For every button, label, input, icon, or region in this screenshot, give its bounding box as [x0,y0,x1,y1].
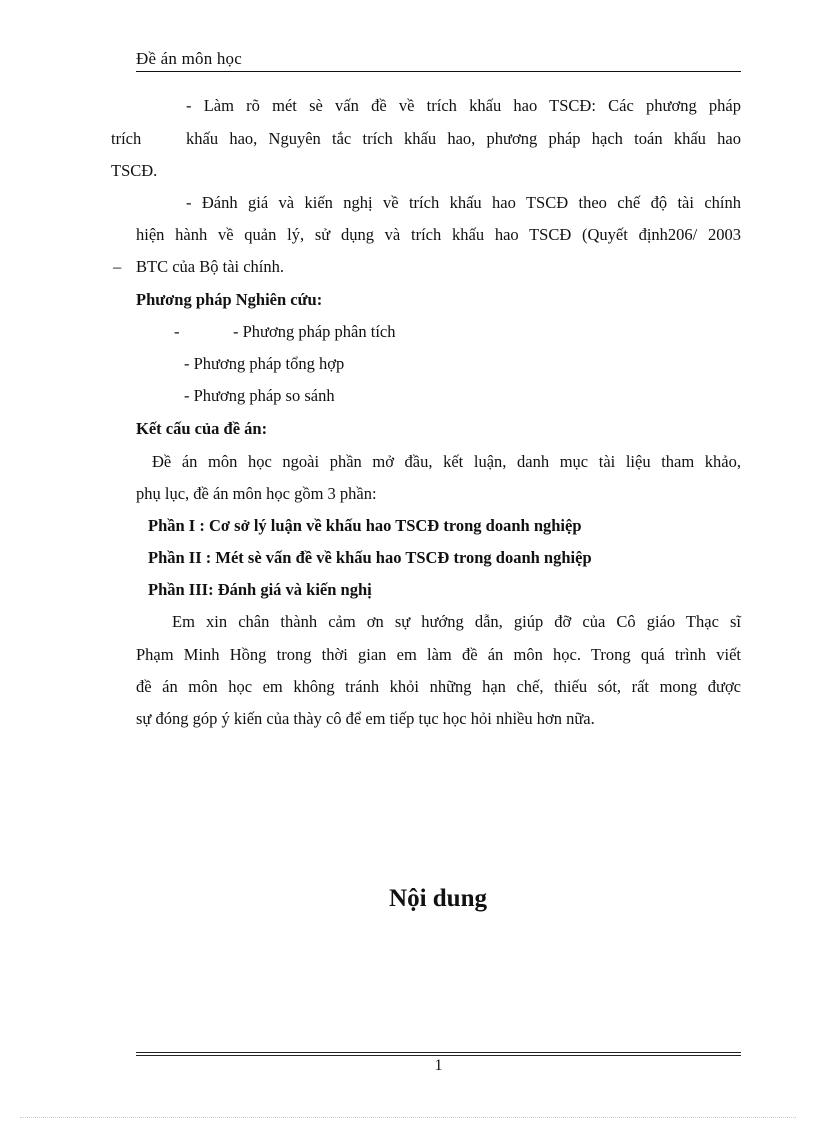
paragraph-line: phụ lục, đề án môn học gồm 3 phần: [136,484,377,503]
structure-heading: Kết cấu của đề án: [136,419,268,438]
part-heading-2: Phần II : Mét sè vấn đề về khấu hao TSCĐ trong doanh nghiệp [148,548,592,567]
list-bullet: - [174,322,180,341]
paragraph-line: Phạm Minh Hồng trong thời gian em làm đề án môn học. Trong quá trình viết [136,645,741,664]
paragraph-line: BTC của Bộ tài chính. [136,257,285,276]
methods-heading: Phương pháp Nghiên cứu: [136,290,323,309]
paragraph-line: hiện hành về quản lý, sử dụng và trích khấu hao TSCĐ (Quyết định206/ 2003 [136,225,741,244]
paragraph-line: Em xin chân thành cảm ơn sự hướng dẫn, giúp đỡ của Cô giáo Thạc sĩ [172,612,741,631]
list-item: - Phương pháp so sánh [184,386,335,405]
part-heading-3: Phần III: Đánh giá và kiến nghị [148,580,372,599]
paragraph-line: trích [111,129,142,148]
part-heading-1: Phần I : Cơ sở lý luận về khấu hao TSCĐ trong doanh nghiệp [148,516,582,535]
page-bottom-edge [20,1117,796,1118]
paragraph-line: đề án môn học em không tránh khỏi những hạn chế, thiếu sót, rất mong được [136,677,741,696]
paragraph-line: sự đóng góp ý kiến của thày cô để em tiếp tục học hỏi nhiều hơn nữa. [136,709,595,728]
paragraph-line: Đề án môn học ngoài phần mở đầu, kết luận, danh mục tài liệu tham khảo, [152,452,741,471]
paragraph-line: - Đánh giá và kiến nghị về trích khấu hao TSCĐ theo chế độ tài chính [186,193,741,212]
header-title: Đề án môn học [136,49,242,68]
footer-rule [136,1052,741,1053]
header-rule [136,71,741,72]
section-title: Nội dung [389,885,487,912]
list-item: - Phương pháp phân tích [233,322,396,341]
page-number: 1 [434,1057,443,1074]
paragraph-line: TSCĐ. [111,161,158,180]
paragraph-line: - Làm rõ mét sè vấn đề về trích khấu hao TSCĐ: Các phương pháp [186,96,741,115]
paragraph-line: – [113,257,122,276]
list-item: - Phương pháp tổng hợp [184,354,345,373]
paragraph-line: khấu hao, Nguyên tắc trích khấu hao, phương pháp hạch toán khấu hao [186,129,741,148]
